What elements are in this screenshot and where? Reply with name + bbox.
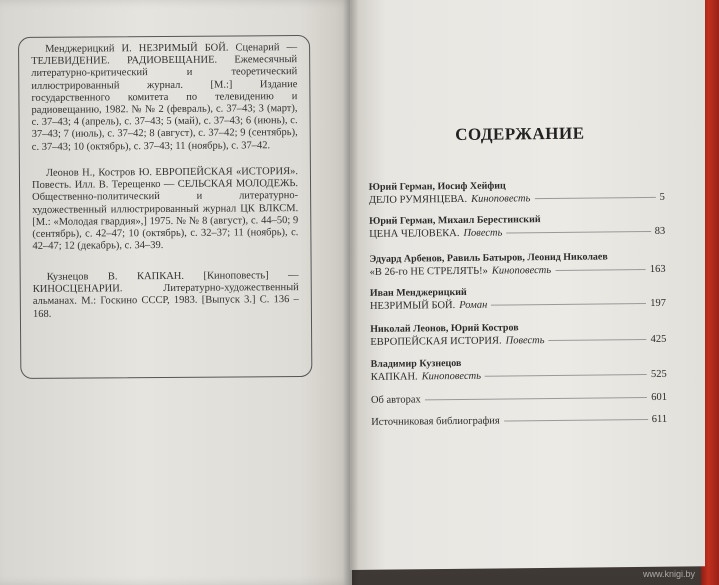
toc-genre: Повесть [463,227,503,239]
toc-leader [534,197,655,199]
toc-entry [369,179,665,207]
book-gutter [343,0,359,585]
toc-leader [555,269,646,271]
toc-leader [504,419,648,422]
bibliography-entry: Менджерицкий И. НЕЗРИМЫЙ БОЙ. Сценарий — ТЕЛЕВИДЕНИЕ. РАДИОВЕЩАНИЕ. Ежемесячный литературно-критический и теоретический иллюстрированный журнал. [М.:] Издание государственного комитета по телевидению и радиовещанию, 1982. № № 2 (февраль), с. 37–43; 3 (март), с. 37–43; 4 (апрель), с. 37–43; 5 (май), с. 37–43; 6 (июнь), с. 37–43; 7 (июль), с. 37–42; 8 (август), с. 37–42; 9 (сентябрь), с. 37–43; 10 (октябрь), с. 37–43; 11 (ноябрь), с. 37–42. [31,42,298,153]
toc-genre: Киноповесть [421,370,482,383]
toc-work: Об авторах [370,394,421,406]
watermark-text: www.knigi.by [642,569,695,579]
toc-page-number: 425 [650,333,667,345]
toc-page-number: 197 [650,297,666,309]
toc-entry [370,321,666,349]
toc-page-number: 83 [654,225,666,237]
toc-entry [369,251,665,279]
toc-work: «В 26-го НЕ СТРЕЛЯТЬ!» [369,265,488,278]
bibliography-entry: Кузнецов В. КАПКАН. [Киноповесть] — КИНОСЦЕНАРИИ. Литературно-художественный альманах. М.: Госкино СССР, 1983. [Выпуск 3.] С. 136 – 168. [32,270,299,320]
toc-authors: Николай Леонов, Юрий Костров [370,322,519,335]
toc-work: КАПКАН. [370,371,418,383]
toc-authors: Юрий Герман, Михаил Берестинский [369,214,541,227]
toc-authors: Владимир Кузнецов [370,357,462,370]
toc-entry [370,285,666,313]
toc-authors: Юрий Герман, Иосиф Хейфиц [368,180,506,193]
toc-work: ЦЕНА ЧЕЛОВЕКА. [369,227,460,240]
toc-entry [369,213,665,241]
toc-genre: Киноповесть [491,265,552,277]
toc-page-number: 611 [651,413,668,425]
toc-page-number: 5 [659,191,665,203]
toc-authors: Иван Менджерицкий [369,286,467,299]
toc-authors: Эдуард Арбенов, Равиль Батыров, Леонид Николаев [369,251,608,265]
toc-work: ДЕЛО РУМЯНЦЕВА. [368,193,468,206]
toc-work: НЕЗРИМЫЙ БОЙ. [369,300,456,312]
toc-entry [371,356,667,384]
bibliography-entry: Леонов Н., Костров Ю. ЕВРОПЕЙСКАЯ «ИСТОРИЯ». Повесть. Илл. В. Терещенко — СЕЛЬСКАЯ МОЛОДЕЖЬ. Общественно-политический и литературно-художественный иллюстрированный журнал ЦК ВЛКСМ. [М.: «Молодая гвардия»,] 1975. № № 8 (август), с. 44–50; 9 (сентябрь), с. 42–47; 10 (октябрь), с. 32–37; 11 (ноябрь), с. 42–47; 12 (декабрь), с. 34–39. [31,166,299,253]
bibliography-box [18,35,312,379]
toc-leader [425,397,647,400]
toc-leader [491,303,646,306]
toc-genre: Роман [459,299,488,311]
toc-leader [549,339,647,341]
toc-work: Источниковая библиография [371,415,500,428]
toc-leader [506,231,650,234]
toc-genre: Повесть [505,335,545,347]
contents-title: СОДЕРЖАНИЕ [455,123,585,145]
toc-page-number: 525 [650,368,667,380]
toc-page-number: 601 [651,391,667,403]
toc-leader [485,374,647,377]
toc-work: ЕВРОПЕЙСКАЯ ИСТОРИЯ. [370,335,502,348]
toc-genre: Киноповесть [471,193,531,205]
toc-page-number: 163 [649,263,666,275]
